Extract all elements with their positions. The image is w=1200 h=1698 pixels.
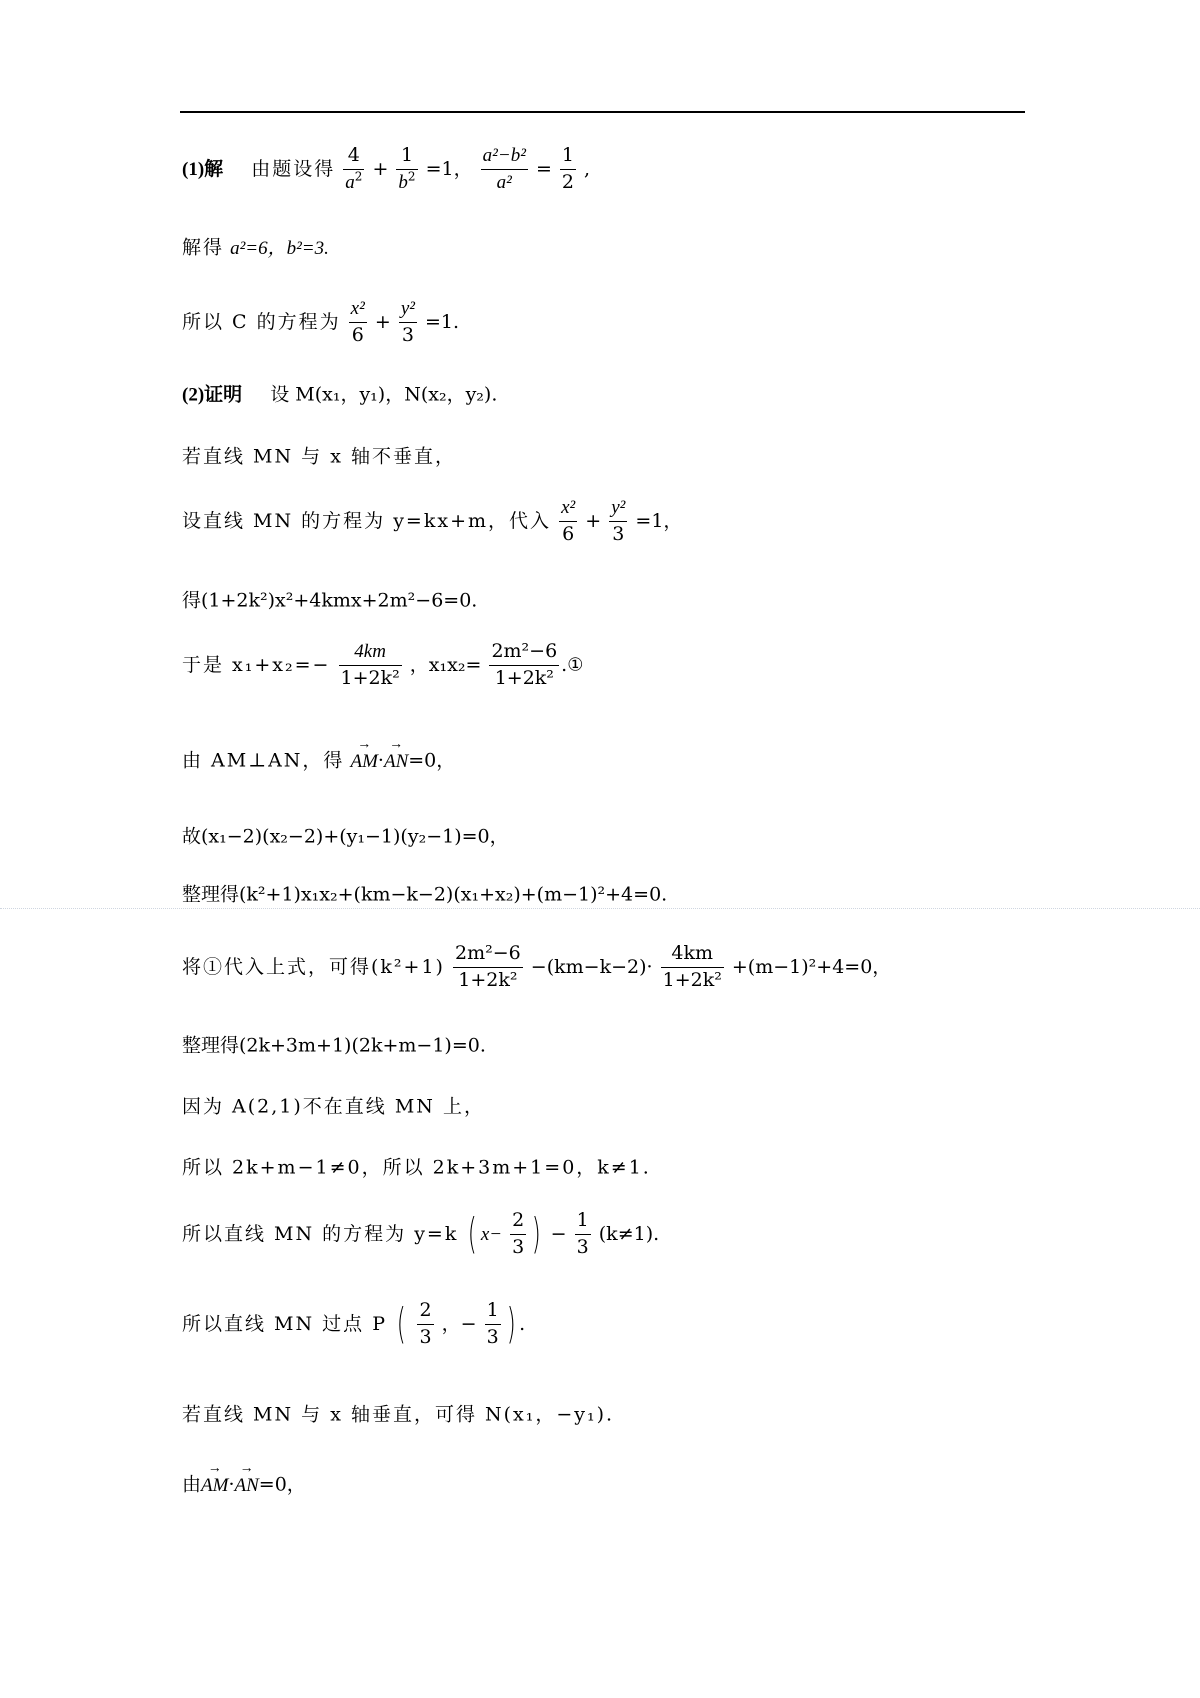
- vector-am: → AM: [201, 1476, 228, 1495]
- header-rule: [180, 111, 1025, 113]
- simplify: 整理得(k²+1)x₁x₂+(km−k−2)(x₁+x₂)+(m−1)²+4=0.: [182, 883, 668, 906]
- fraction: $\frac{2}{3}$: [512, 1209, 525, 1258]
- part1-solve: 解得 a²=6，b²=3.: [182, 236, 329, 259]
- fraction: $\frac{1}{3}$: [486, 1299, 499, 1348]
- fraction: $\frac{4}{a^2}$: [345, 144, 363, 193]
- fraction: $\frac{2}{3}$: [419, 1299, 432, 1348]
- case-not-vertical: 若直线 MN 与 x 轴不垂直，: [182, 445, 456, 468]
- fraction: $\frac{\text{2m²−6}}{\text{1+2k²}}$: [455, 942, 521, 991]
- quadratic: 得(1+2k²)x²+4kmx+2m²−6=0.: [182, 589, 478, 612]
- fraction: $\frac{4km}{\text{1+2k²}}$: [662, 942, 722, 991]
- condition: 所以 2k+m−1≠0，所以 2k+3m+1=0，k≠1.: [182, 1156, 651, 1179]
- fraction: $\frac{\text{2m²−6}}{\text{1+2k²}}$: [491, 640, 558, 689]
- vector-an: → AN: [384, 752, 408, 771]
- part2-label: (2)证明: [182, 384, 243, 406]
- fraction: $\frac{\text{x²}}{6}$: [561, 497, 576, 545]
- fixed-point: 所以直线 MN 过点 P ( $\frac{2}{3}$ ，− $\frac{1}{3}$ ) .: [182, 1299, 526, 1349]
- part2-setup: (2)证明 设 M(x₁，y₁)，N(x₂，y₂).: [182, 383, 498, 406]
- fraction: $\frac{4km}{\text{1+2k²}}$: [340, 641, 400, 689]
- mn-equation: 所以直线 MN 的方程为 y=k ( x− $\frac{2}{3}$ ) − $\frac{1}{3}$ (k≠1).: [182, 1209, 660, 1259]
- fraction: $\frac{1}{b^2}$: [398, 144, 416, 193]
- case-vertical: 若直线 MN 与 x 轴垂直，可得 N(x₁，−y₁).: [182, 1403, 615, 1426]
- equation-marker: ①: [567, 654, 584, 676]
- vieta: 于是 x₁+x₂=− $\frac{4km}{\text{1+2k²}}$ ，x₁x₂= $\frac{\text{2m²−6}}{\text{1+2k²}}$ .①: [182, 640, 584, 689]
- last-dot-product: 由→ AM·→ AN=0，: [182, 1475, 306, 1495]
- substitute: 将①代入上式，可得(k²+1) $\frac{\text{2m²−6}}{\text{1+2k²}}$ −(km−k−2)· $\frac{4km}{\text{1+2k²}}$ +(m−1)²+4=0，: [182, 942, 892, 991]
- dot-product-expand: 故(x₁−2)(x₂−2)+(y₁−1)(y₂−1)=0，: [182, 825, 509, 848]
- page-divider: [0, 908, 1200, 909]
- fraction: $\frac{\text{y²}}{3}$: [611, 497, 626, 545]
- perpendicular: 由 AM⊥AN，得 → AM·→ AN=0，: [182, 751, 455, 771]
- vector-an: → AN: [235, 1476, 259, 1495]
- part1-intro: 由题设得: [251, 157, 336, 180]
- fraction: $\frac{\text{x²}}{6}$: [350, 298, 365, 346]
- fraction: $\frac{1}{3}$: [576, 1209, 589, 1258]
- vector-am: → AM: [350, 752, 377, 771]
- part1-result: 所以 C 的方程为 $\frac{\text{x²}}{6}$ + $\frac{\text{y²}}{3}$ =1.: [182, 298, 460, 346]
- factor: 整理得(2k+3m+1)(2k+m−1)=0.: [182, 1034, 486, 1057]
- fraction: $\frac{\text{a²−b²}}{\text{a²}}$: [482, 145, 526, 193]
- not-on-line: 因为 A(2,1)不在直线 MN 上，: [182, 1095, 485, 1118]
- fraction: $\frac{\text{y²}}{3}$: [400, 298, 415, 346]
- part1-given: (1)解 由题设得 $\frac{4}{a^2}$ + $\frac{1}{b^2}$ =1， $\frac{\text{a²−b²}}{\text{a²}}$ = $\frac{1}{2}$ ,: [182, 144, 591, 193]
- fraction: $\frac{1}{2}$: [561, 144, 574, 193]
- line-equation: 设直线 MN 的方程为 y=kx+m，代入 $\frac{\text{x²}}{6}$ + $\frac{\text{y²}}{3}$ =1，: [182, 497, 683, 545]
- part1-label: (1)解: [182, 158, 224, 180]
